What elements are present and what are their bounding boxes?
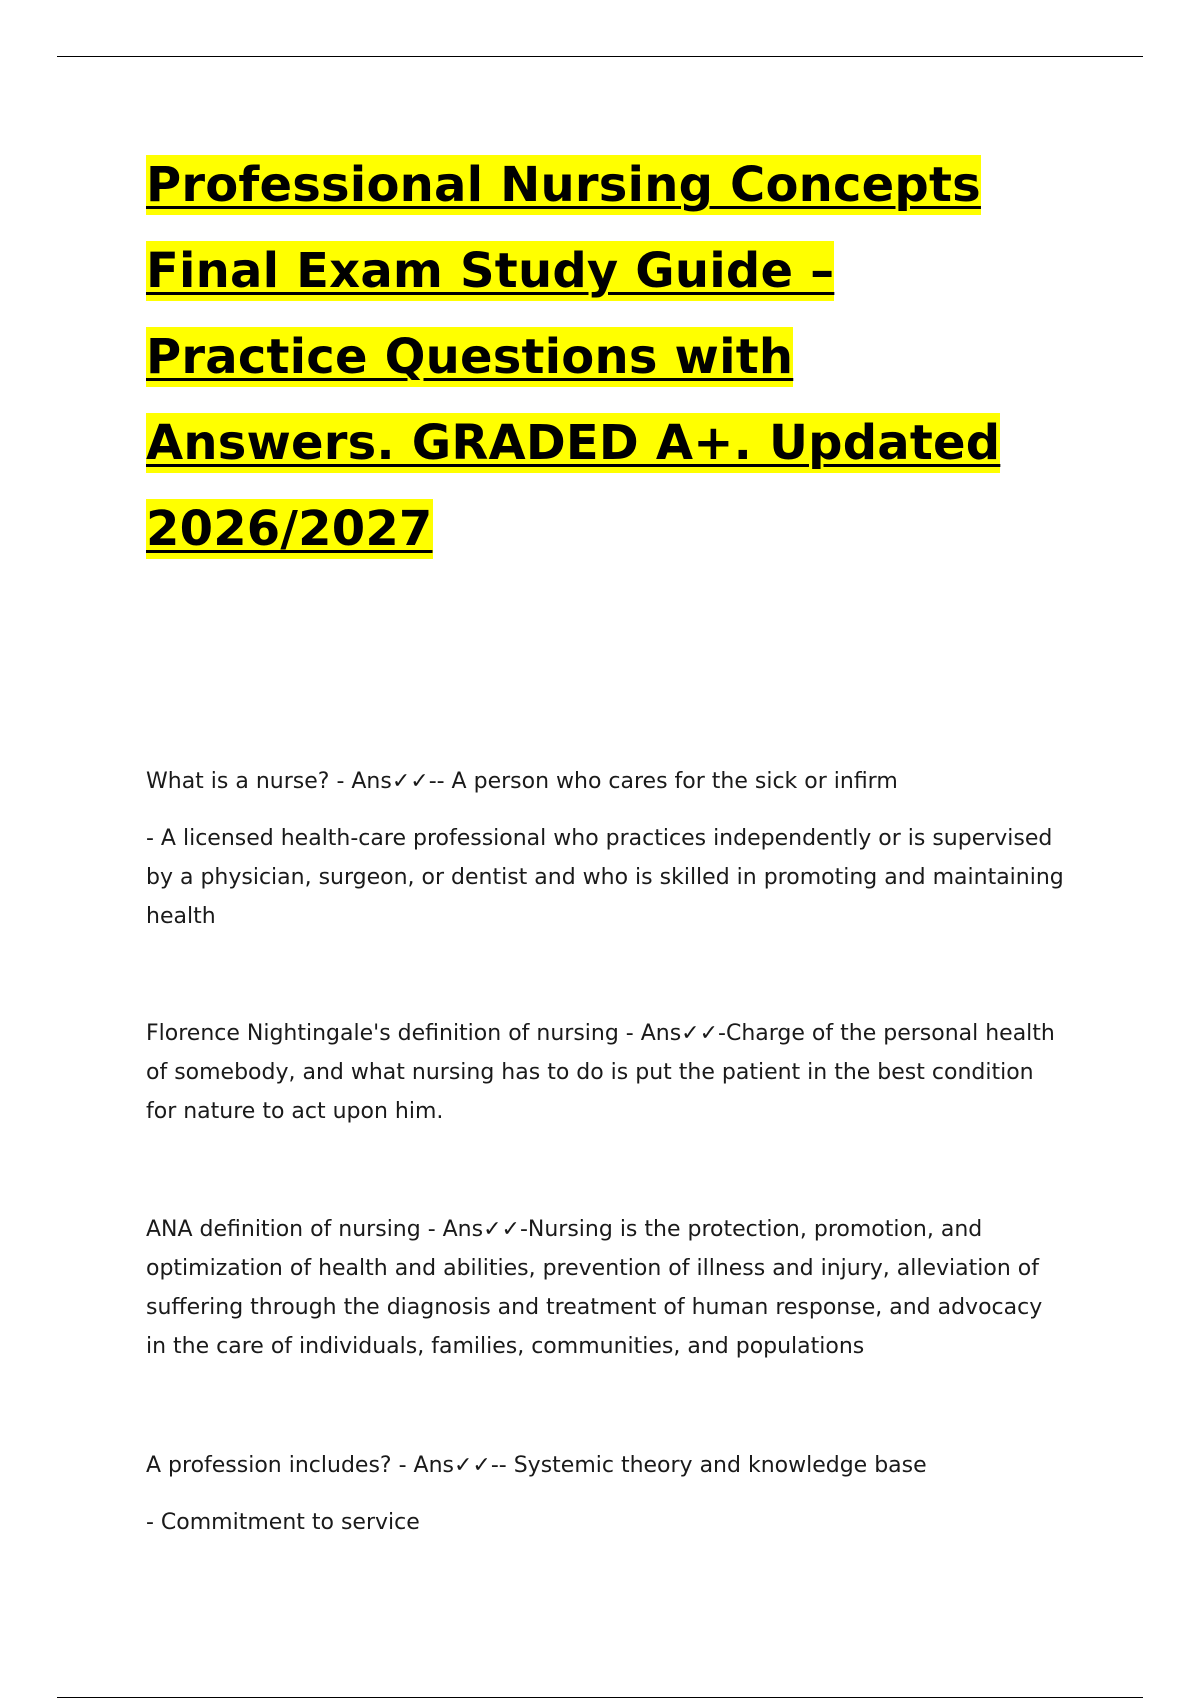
- qa-answer-detail: - A licensed health-care professional who practices independently or is supervised by a physician, surgeon, or dentist and who is skilled in promoting and maintaining health: [146, 826, 1064, 929]
- qa-item: [146, 1210, 1066, 1366]
- bottom-divider: [57, 1697, 1143, 1698]
- title-line: 2026/2027: [146, 501, 433, 557]
- top-divider: [57, 56, 1143, 57]
- qa-item: [146, 1446, 1066, 1542]
- title-line: Professional Nursing Concepts: [146, 157, 981, 213]
- qa-question: What is a nurse? - Ans✓✓-- A person who cares for the sick or infirm: [146, 769, 898, 794]
- qa-answer-detail: - Commitment to service: [146, 1510, 420, 1535]
- title-line: Practice Questions with: [146, 329, 794, 385]
- title-line: Answers. GRADED A+. Updated: [146, 415, 1001, 471]
- document-title: [146, 142, 1106, 572]
- title-line: Final Exam Study Guide –: [146, 243, 835, 299]
- qa-question: Florence Nightingale's definition of nursing - Ans✓✓-Charge of the personal health of somebody, and what nursing has to do is put the patient in the best condition for nature to act upon him.: [146, 1021, 1055, 1124]
- qa-question: A profession includes? - Ans✓✓-- Systemic theory and knowledge base: [146, 1453, 927, 1478]
- qa-item: [146, 762, 1066, 936]
- qa-question: ANA definition of nursing - Ans✓✓-Nursing is the protection, promotion, and optimization of health and abilities, prevention of illness and injury, alleviation of suffering through the diagnosis and treatment of human response, and advocacy in the care of individuals, families, communities, and populations: [146, 1217, 1043, 1359]
- qa-item: [146, 1014, 1066, 1131]
